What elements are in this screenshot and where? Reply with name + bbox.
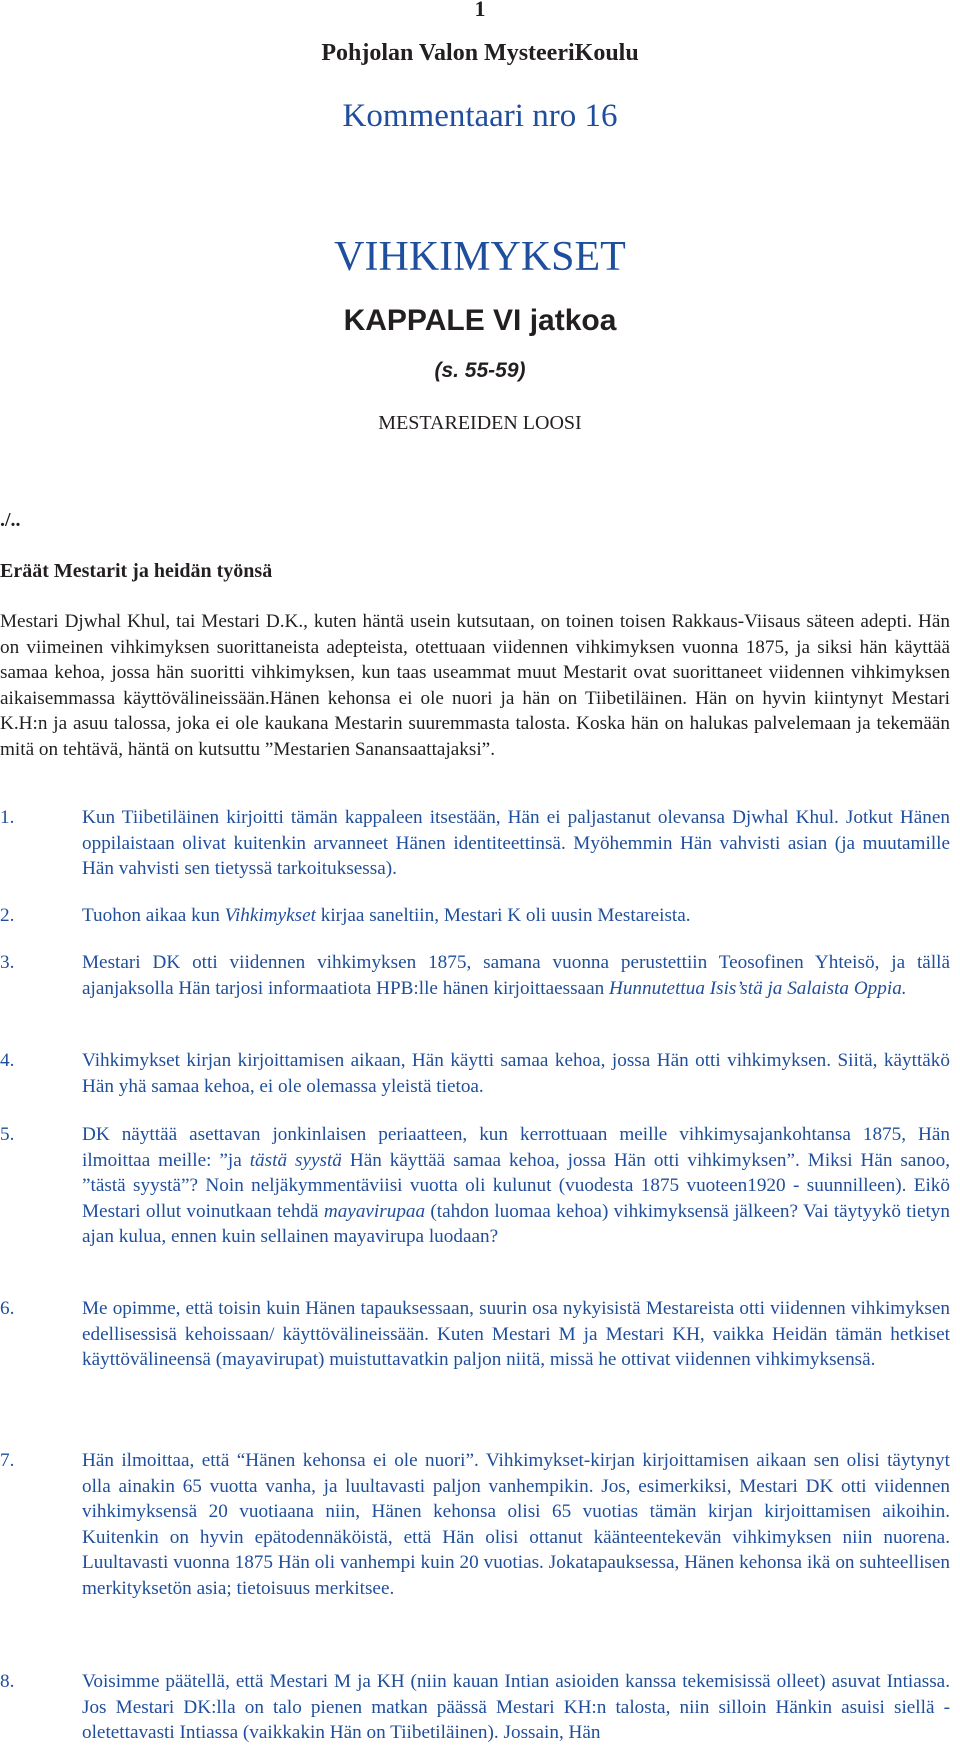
- continuation-mark: ./..: [0, 509, 21, 531]
- note-text: Kun Tiibetiläinen kirjoitti tämän kappaleen itsestään, Hän ei paljastanut olevansa Djwhal Khul. Jotkut Hänen oppilaistaan olivat kuitenkin arvanneet Hänen identiteettinsä. Myöhemmin Hän vahvisti asian (ja muutamille Hän vahvisti sen tietyssä tarkoituksessa).: [82, 807, 950, 880]
- note-text: Me opimme, että toisin kuin Hänen tapauksessaan, suurin osa nykyisistä Mestareista otti viidennen vihkimyksen edellisessisä kehoissaan/ käyttövälineissään. Kuten Mestari M ja Mestari KH, vaikka Heidän tämän hetkiset käyttövälineensä (mayavirupat) muistuttavatkin paljon niitä, missä he ottivat viidennen vihkimyksensä.: [82, 1298, 950, 1371]
- note-number: 7.: [0, 1450, 15, 1471]
- note-number: 3.: [0, 952, 15, 973]
- subheading: Eräät Mestarit ja heidän työnsä: [0, 560, 273, 582]
- intro-paragraph: Mestari Djwhal Khul, tai Mestari D.K., kuten häntä usein kutsutaan, on toinen toisen Rakkaus-Viisaus säteen adepti. Hän on viimeinen vihkimyksen suorittaneista adepteista, otettuaan viidennen vihkimyksen vuonna 1875, ja siksi hän käyttää samaa kehoa, jossa hän suoritti vihkimyksen, kun taas useammat muut Mestarit ovat suorittaneet viidennen vihkimyksen aikaisemmassa käyttövälineissään.Hänen kehonsa ei ole nuori ja hän on Tiibetiläinen. Hän on hyvin kiintynyt Mestari K.H:n ja asuu talossa, joka ei ole kaukana Mestarin suuremmasta talosta. Koska hän on halukas palvelemaan ja tekemään mitä on tehtävä, häntä on kutsuttu ”Mestarien Sanansaattajaksi”.: [0, 611, 950, 760]
- note-number: 5.: [0, 1124, 15, 1145]
- note-item: [0, 1296, 950, 1373]
- note-item: [0, 950, 950, 1001]
- section-heading: MESTAREIDEN LOOSI: [378, 412, 582, 434]
- note-item: [0, 1122, 950, 1250]
- commentary-title: Kommentaari nro 16: [342, 98, 618, 134]
- note-item: [0, 1048, 950, 1099]
- chapter-heading: KAPPALE VI jatkoa: [343, 304, 617, 337]
- note-item: [0, 1669, 950, 1746]
- note-text: Voisimme päätellä, että Mestari M ja KH (niin kauan Intian asioiden kanssa tekemisissä olleet) asuvat Intiassa. Jos Mestari DK:lla on talo pienen matkan päässä Mestari KH:n talosta, niin silloin Hänkin asuisi siellä - oletettavasti Intiassa (vaikkakin Hän on Tiibetiläinen). Jossain, Hän: [82, 1671, 950, 1744]
- note-text: Tuohon aikaa kun Vihkimykset kirjaa saneltiin, Mestari K oli uusin Mestareista.: [82, 905, 691, 926]
- note-number: 2.: [0, 905, 15, 926]
- note-item: [0, 805, 950, 882]
- note-text: Vihkimykset kirjan kirjoittamisen aikaan, Hän käytti samaa kehoa, jossa Hän otti vihkimyksen. Siitä, käyttäkö Hän yhä samaa kehoa, ei ole olemassa yleistä tietoa.: [82, 1050, 950, 1097]
- note-text: DK näyttää asettavan jonkinlaisen periaatteen, kun kerrottuaan meille vihkimysajankohtansa 1875, Hän ilmoittaa meille: ”ja tästä syystä Hän käyttää samaa kehoa, jossa Hän otti vihkimyksen”. Miksi Hän sanoo, ”tästä syystä”? Noin neljäkymmentäviisi vuotta oli kulunut (vuodesta 1875 vuoteen1920 - suunnilleen). Eikö Mestari ollut voinutkaan tehdä mayavirupaa (tahdon luomaa kehoa) vihkimyksensä jälkeen? Vai täytyykö tietyn ajan kulua, ennen kuin sellainen mayavirupa luodaan?: [82, 1124, 950, 1248]
- note-number: 8.: [0, 1671, 15, 1692]
- page-range: (s. 55-59): [434, 359, 526, 382]
- note-text: Mestari DK otti viidennen vihkimyksen 1875, samana vuonna perustettiin Teosofinen Yhteisö, ja tällä ajanjaksolla Hän tarjosi informaatiota HPB:lle hänen kirjoittaessaan Hunnutettua Isis’stä ja Salaista Oppia.: [82, 952, 950, 999]
- school-name: Pohjolan Valon MysteeriKoulu: [321, 40, 639, 66]
- note-number: 1.: [0, 807, 15, 828]
- page-number: 1: [474, 0, 486, 21]
- document-title: VIHKIMYKSET: [334, 234, 626, 280]
- note-item: [0, 1448, 950, 1602]
- note-text: Hän ilmoittaa, että “Hänen kehonsa ei ole nuori”. Vihkimykset-kirjan kirjoittamisen aikaan sen olisi täytynyt olla ainakin 65 vuotta vanha, ja luultavasti paljon vanhempikin. Jos, esimerkiksi, Mestari DK otti viidennen vihkimyksensä 20 vuotiaana niin, Hänen kehonsa olisi 65 vuotias tämän kirjan kirjoittamisen aikoihin. Kuitenkin on hyvin epätodennäköistä, että Hän olisi ottanut käänteentekevän vihkimyksen niin nuorena. Luultavasti vuonna 1875 Hän oli vanhempi kuin 20 vuotias. Jokatapauksessa, Hänen kehonsa ikä on suhteellisen merkityksetön asia; tietoisuus merkitsee.: [82, 1450, 950, 1599]
- note-number: 6.: [0, 1298, 15, 1319]
- note-item: [0, 903, 950, 929]
- note-number: 4.: [0, 1050, 15, 1071]
